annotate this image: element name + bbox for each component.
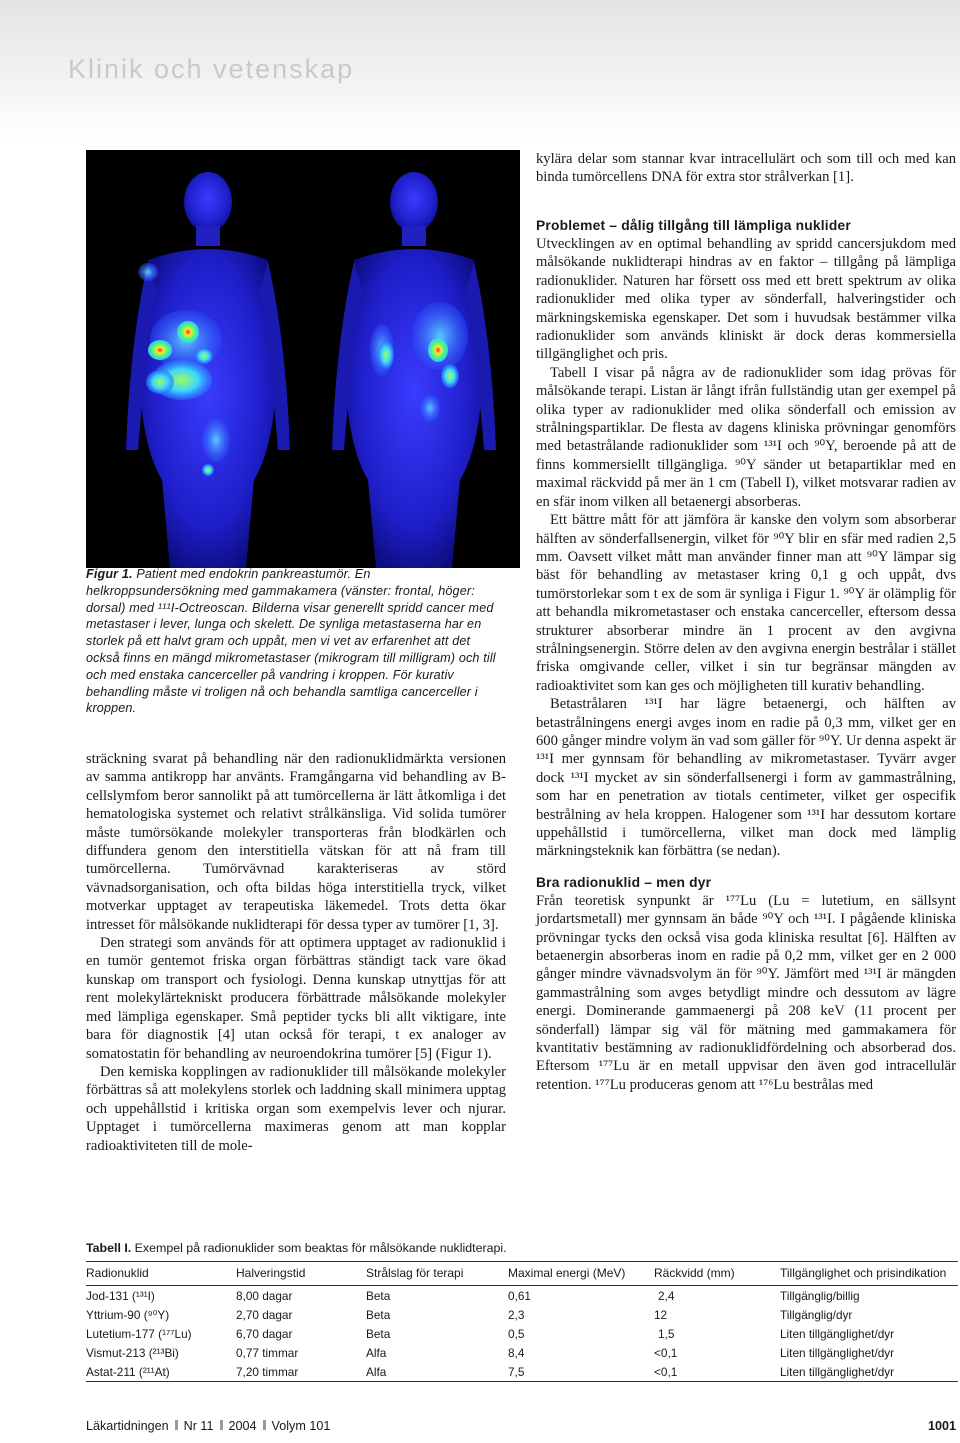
problem-paragraph-2: Tabell I visar på några av de radionuklider som idag prövas för målsökande terapi. Listan är långt ifrån fullständig utan ger exempel på olika typer av radionuklider med olika sönderfall och emission av strålningspartiklar. De flesta av dagens kliniska prövningar genomförs med betastrålande radionuklider som ¹³¹I och ⁹⁰Y, beroende på att de finns kommersiellt tillgängliga. ⁹⁰Y sänder ut betapartiklar med en maximal räckvidd på mer än 1 cm (Tabell I), vilket motsvarar radien av en sfär inom vilken all betaenergi absorberas. [536, 364, 956, 510]
section-heading-lutetium: Bra radionuklid – men dyr [536, 874, 712, 890]
figure-caption [86, 566, 506, 717]
table-row [86, 1286, 958, 1306]
table-cell: <0,1 [654, 1345, 678, 1360]
issue-number: Nr 11 [183, 1419, 214, 1433]
table-cell: 2,3 [508, 1307, 525, 1322]
page-footer [86, 1419, 956, 1433]
table-cell: 2,70 dagar [236, 1307, 293, 1322]
problem-paragraph-4: Betastrålaren ¹³¹I har lägre betaenergi, och hälften av betastrålningens energi avges inom en radie på 0,3 mm, vilket ger en 600 gånger mindre volym än vad som gäller för ⁹⁰Y. Ur denna aspekt är ¹³¹I mer gynnsam för behandling av mikrometastaser. Tyvärr avger dock ¹³¹I mycket av sin sönderfallsenergi i form av gammastrålning, som har en penetration av tiotals centimeter, vilket ger ospecifik bestrålning av hela kroppen. Halogener som ¹³¹I har dessutom kortare uppehållstid i tumörcellerna, vilket man dock med lämplig märkningsteknik kan förbättra (se nedan). [536, 696, 956, 860]
table-caption-label: Tabell I. [86, 1241, 132, 1255]
right-column-continuation [536, 150, 956, 187]
table-caption-text: Exempel på radionuklider som beaktas för målsökande nuklidterapi. [131, 1241, 507, 1255]
volume-number: Volym 101 [271, 1419, 331, 1433]
footer-separator [220, 1420, 223, 1430]
table-cell: 2,4 [658, 1288, 675, 1303]
table-cell: <0,1 [654, 1362, 780, 1382]
footer-separator [175, 1420, 178, 1430]
table-cell: Beta [366, 1288, 391, 1303]
table-header-row [86, 1262, 958, 1286]
lutetium-paragraph-1: Från teoretisk synpunkt är ¹⁷⁷Lu (Lu = lutetium, en sällsynt jordartsmetall) mer gynnsam än både ⁹⁰Y och ¹³¹I. I pågående kliniska prövningar tycks den också visa goda kliniska resultat [6]. Hälften av betaenergin absorberas inom en radie på 0,2 mm, vilket ger en 2 000 gånger mindre vävnadsvolym än för ⁹⁰Y. Jämfört med ¹³¹I är mängden gammastrålning som avges betydligt mindre och dessutom av lägre energi. Dominerande gammaenergi på 208 keV (11 procent per sönderfall) lämpar sig väl för mätning med gammakamera för kvantitativ bestämning av radionuklidfördelning och absorberad dos. Eftersom ¹⁷⁷Lu är en metall uppvisar den även god intracellulär retention. ¹⁷⁷Lu produceras genom att ¹⁷⁶Lu bestrålas med [536, 892, 956, 1093]
table-cell: 1,5 [658, 1326, 675, 1341]
left-paragraph-2: Den strategi som används för att optimera upptaget av radionuklid i en tumör gentemot friska organ förbättras ständigt tack vare ökad kunskap om transport och fysiologi. Denna kunskap utnyttjas för att rent molekylärtekniskt producera förbättrade målsökande molekyler med lämpliga egenskaper. Små peptider tycks bli allt viktigare, inte bara för diagnostik [4] utan också för terapi, t ex analoger av somatostatin för behandling av neuroendokrina tumörer [5] (Figur 1). [86, 935, 506, 1062]
table-cell: 12 [654, 1307, 668, 1322]
table-header-cell: Maximal energi (MeV) [508, 1262, 654, 1286]
figure-caption-label: Figur 1. [86, 567, 133, 581]
table-row [86, 1305, 958, 1324]
table-cell: 6,70 dagar [236, 1326, 293, 1341]
table-header-cell: Halveringstid [236, 1262, 366, 1286]
journal-name: Läkartidningen [86, 1419, 169, 1433]
table-cell: Beta [366, 1326, 391, 1341]
gamma-camera-figure [86, 150, 520, 568]
radionuclide-table [86, 1261, 958, 1382]
table-row [86, 1324, 958, 1343]
table-cell: 7,20 timmar [236, 1362, 366, 1382]
table-cell: Lutetium-177 (¹⁷⁷Lu) [86, 1326, 192, 1341]
radionuclide-table-block [86, 1241, 958, 1382]
page-number: 1001 [927, 1419, 956, 1433]
table-cell: 0,77 timmar [236, 1345, 299, 1360]
table-cell: 8,00 dagar [236, 1288, 293, 1303]
problem-paragraph-3: Ett bättre mått för att jämföra är kanske den volym som absorberar hälften av sönderfallsenergin, vilket för ⁹⁰Y blir en sfär med radien 2,5 mm. Oavsett vilket mått man använder finner man att ⁹⁰Y lämpar sig bäst för behandling av metastaser kring 0,1 g och uppåt, dvs tumörstorlekar som t ex de som är synliga i Figur 1. ⁹⁰Y är olämplig för att behandla mikrometastaser och enstaka cancerceller, eftersom dessa strukturer absorberar mindre än 1 procent av den avgivna strålningsenergin. Större delen av den avgivna energin bestrålar i stället friska omgivande celler, vilket i sin tur begränsar mängden av radioaktivitet som kan ges och möjligheten till kurativ behandling. [536, 512, 956, 694]
table-header-cell: Tillgänglighet och prisindikation [780, 1262, 958, 1286]
table-row [86, 1343, 958, 1362]
problem-paragraph-1: Utvecklingen av en optimal behandling av spridd cancersjukdom med målsökande nuklidterapi hindras av en faktor – tillgång på lämpliga radionuklider. Naturen har försett oss med ett brett spektrum av olika radionuklider med olika typer av sönderfall, halveringstider och märkningskemiska egenskaper. Det som i huvudsak bestämmer vilka radionuklider som används kliniskt är dock deras kommersiella tillgänglighet och pris. [536, 236, 956, 363]
table-cell: 8,4 [508, 1345, 525, 1360]
scintigraphy-image [86, 150, 520, 568]
table-cell: Alfa [366, 1362, 508, 1382]
table-cell: Tillgänglig/billig [780, 1288, 860, 1303]
table-row [86, 1362, 958, 1382]
table-header-cell: Räckvidd (mm) [654, 1262, 780, 1286]
table-header-cell: Radionuklid [86, 1262, 236, 1286]
table-cell: Liten tillgänglighet/dyr [780, 1345, 895, 1360]
table-cell: Beta [366, 1307, 391, 1322]
figure-caption-text: Patient med endokrin pankreastumör. En helkroppsundersökning med gammakamera (vänster: frontal, höger: dorsal) med ¹¹¹I-Octreoscan. Bilderna visar generellt spridd cancer med metastaser i lever, lunga och skelett. De synliga metastaserna har en storlek på ett halvt gram och uppåt, men vi vet av erfarenhet att det också finns en mängd mikrometastaser (mikrogram till milligram) och till och med enstaka cancerceller på vandring i kroppen. För kurativ behandling måste vi troligen nå och behandla samtliga cancerceller i kroppen. [86, 567, 496, 716]
table-cell: Yttrium-90 (⁹⁰Y) [86, 1307, 170, 1322]
right-top-paragraph: kylära delar som stannar kvar intracellulärt och som till och med kan binda tumörcellens DNA för extra stor strålverkan [1]. [536, 151, 956, 186]
table-cell: Jod-131 (¹³¹I) [86, 1288, 155, 1303]
table-cell: 0,5 [508, 1326, 525, 1341]
left-paragraph-3: Den kemiska kopplingen av radionuklider till målsökande molekyler förbättras så att molekylens storlek och laddning skall minimera upptag och uppehållstid i kritiska organ som exempelvis lever och njurar. Upptaget i tumörcellerna maximeras genom att man kopplar radioaktiviteten till de mole- [86, 1063, 506, 1154]
left-paragraph-1: sträckning svarat på behandling när den radionuklidmärkta versionen av samma antikropp har använts. Framgångarna vid behandling av B-cellslymfom beror sannolikt på att tumörcellerna är lätt åtkomliga i det hematologiska systemet och relativt strålkänsliga. Vid solida tumörer måste tumörsökande molekyler transporteras från blodkärlen och diffundera genom den interstitiella vätskan för att nå fram till tumörcellerna. Tumörvävnad karakteriseras av störd vävnadsorganisation, och ofta bildas höga interstitiella tryck, vilket motverkar upptaget av terapeutiska läkemedel. Trots detta ökar intresset för målsökande nuklidterapi för dessa typer av tumörer [1, 3]. [86, 751, 506, 933]
section-title: Klinik och vetenskap [68, 54, 355, 84]
table-cell: Liten tillgänglighet/dyr [780, 1326, 895, 1341]
table-cell: Vismut-213 (²¹³Bi) [86, 1345, 179, 1360]
left-column [86, 750, 506, 1155]
table-cell: 0,61 [508, 1288, 531, 1303]
table-cell: Tillgänglig/dyr [780, 1307, 853, 1322]
table-cell: 7,5 [508, 1362, 654, 1382]
table-header-cell: Strålslag för terapi [366, 1262, 508, 1286]
issue-year: 2004 [228, 1419, 257, 1433]
table-caption [86, 1241, 958, 1255]
table-cell: Alfa [366, 1345, 387, 1360]
table-cell: Astat-211 (²¹¹At) [86, 1362, 236, 1382]
table-cell: Liten tillgänglighet/dyr [780, 1362, 958, 1382]
footer-separator [263, 1420, 266, 1430]
right-column [536, 217, 956, 1094]
section-heading-problem: Problemet – dålig tillgång till lämpliga nuklider [536, 218, 851, 233]
